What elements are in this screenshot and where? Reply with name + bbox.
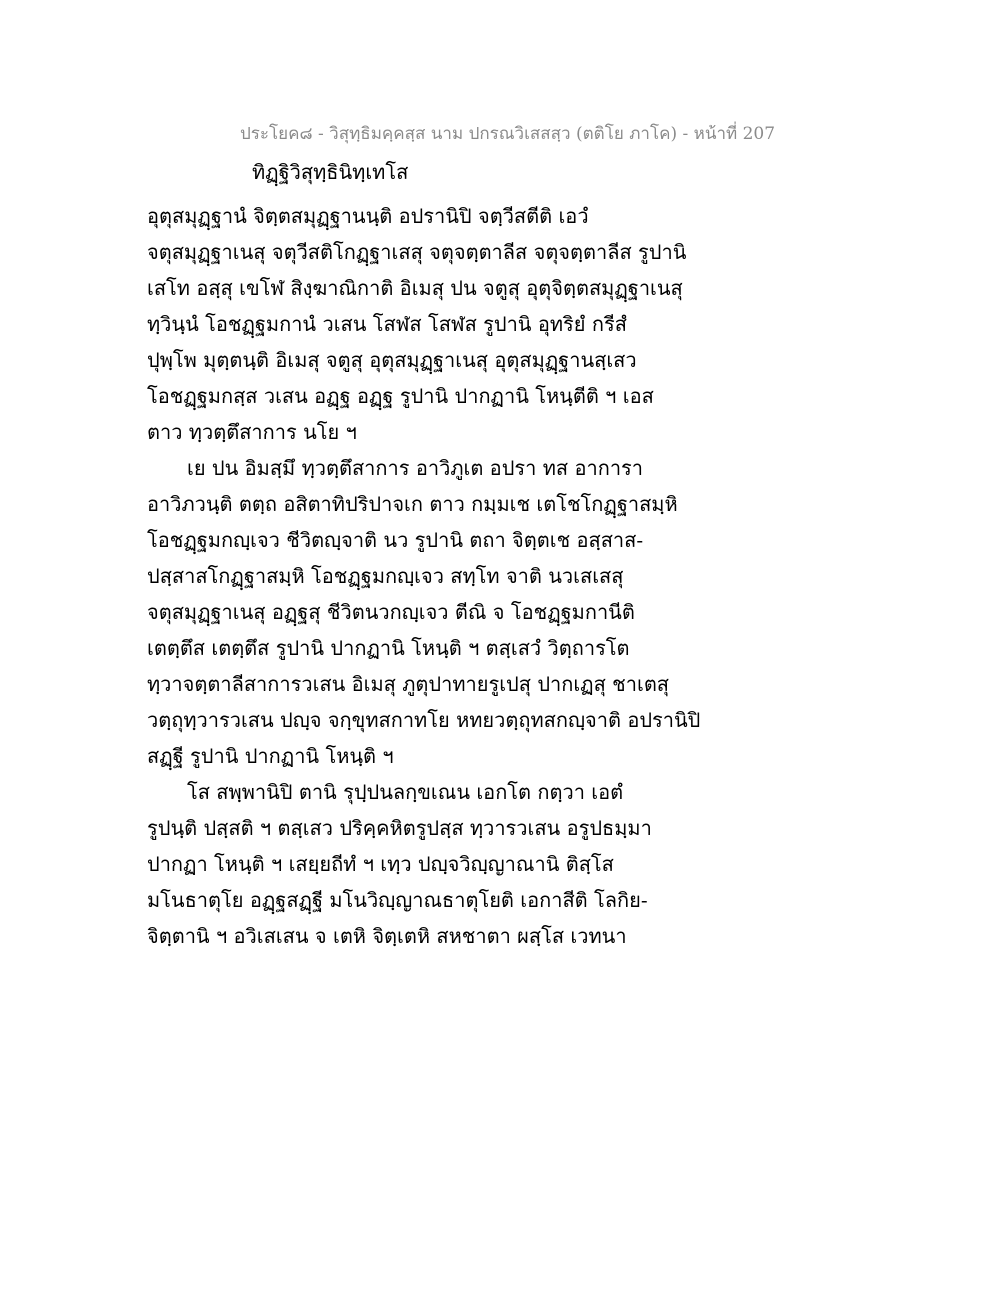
paragraph-2-line: เย ปน อิมสฺมึ ทฺวตฺตึสาการ อาวิภูเต อปรา ทส อาการา — [187, 456, 644, 480]
paragraph-3-line: จิตฺตานิ ฯ อวิเสเสน จ เตหิ จิตฺเตหิ สหชาตา ผสฺโส เวทนา — [147, 924, 627, 948]
paragraph-3-line: โส สพฺพานิปิ ตานิ รุปฺปนลกฺขเณน เอกโต กตฺวา เอตํ — [187, 780, 624, 804]
paragraph-1-line: เสโท อสฺสุ เขโฬ สิงฺฆาณิกาติ อิเมสุ ปน จตูสุ อุตุจิตฺตสมุฏฺฐาเนสุ — [147, 276, 683, 300]
section-heading: ทิฏฺฐิวิสุทฺธินิทฺเทโส — [252, 160, 409, 184]
paragraph-2-line: ปสฺสาสโกฏฺฐาสมฺหิ โอชฏฺฐมกญฺเจว สทฺโท จาติ นวเสเสสุ — [147, 564, 624, 588]
body-text — [147, 198, 707, 954]
paragraph-2-line: ทฺวาจตฺตาลีสาการวเสน อิเมสุ ภูตุปาทายรูเปสุ ปากเฏสุ ชาเตสุ — [147, 672, 670, 696]
paragraph-1-line: ตาว ทฺวตฺตึสาการ นโย ฯ — [147, 420, 357, 444]
paragraph-2-line: อาวิภวนฺติ ตตฺถ อสิตาทิปริปาจเก ตาว กมฺมเช เตโชโกฏฺฐาสมฺหิ — [147, 492, 678, 516]
paragraph-3-line: รูปนฺติ ปสฺสติ ฯ ตสฺเสว ปริคฺคหิตรูปสฺส ทฺวารวเสน อรูปธมฺมา — [147, 816, 652, 840]
paragraph-2-line: เตตฺตึส เตตฺตึส รูปานิ ปากฏานิ โหนฺติ ฯ ตสฺเสวํ วิตฺถารโต — [147, 636, 630, 660]
paragraph-1-line: จตุสมุฏฺฐาเนสุ จตุวีสติโกฏฺฐาเสสุ จตุจตฺตาลีส จตุจตฺตาลีส รูปานิ — [147, 240, 687, 264]
paragraph-3-line: มโนธาตุโย อฏฺฐสฏฺฐี มโนวิญฺญาณธาตุโยติ เอกาสีติ โลกิย- — [147, 888, 648, 912]
paragraph-2-line: สฏฺฐี รูปานิ ปากฏานิ โหนฺติ ฯ — [147, 744, 394, 768]
paragraph-2-line: จตุสมุฏฺฐาเนสุ อฏฺฐสุ ชีวิตนวกญฺเจว ตีณิ จ โอชฏฺฐมกานีติ — [147, 600, 635, 624]
paragraph-3-line: ปากฏา โหนฺติ ฯ เสยฺยถีทํ ฯ เทฺว ปญฺจวิญฺญาณานิ ติสฺโส — [147, 852, 614, 876]
paragraph-2-line: วตฺถุทฺวารวเสน ปญฺจ จกฺขุทสกาทโย หทยวตฺถุทสกญฺจาติ อปรานิปิ — [147, 708, 701, 732]
paragraph-1-line: ทฺวินฺนํ โอชฏฺฐมกานํ วเสน โสฬส โสฬส รูปานิ อุทริยํ กรีสํ — [147, 312, 627, 336]
running-header: ประโยค๘ - วิสุทฺธิมคฺคสฺส นาม ปกรณวิเสสสฺว (ตติโย ภาโค) - หน้าที่ 207 — [240, 124, 776, 144]
paragraph-1-line: อุตุสมุฏฺฐานํ จิตฺตสมุฏฺฐานนฺติ อปรานิปิ จตฺวีสตีติ เอวํ — [147, 204, 589, 228]
paragraph-1-line: โอชฏฺฐมกสฺส วเสน อฏฺฐ อฏฺฐ รูปานิ ปากฏานิ โหนฺตีติ ฯ เอส — [147, 384, 654, 408]
paragraph-2-line: โอชฏฺฐมกญฺเจว ชีวิตญฺจาติ นว รูปานิ ตถา จิตฺตเช อสฺสาส- — [147, 528, 644, 552]
paragraph-1-line: ปุพฺโพ มุตฺตนฺติ อิเมสุ จตูสุ อุตุสมุฏฺฐาเนสุ อุตุสมุฏฺฐานสฺเสว — [147, 348, 637, 372]
